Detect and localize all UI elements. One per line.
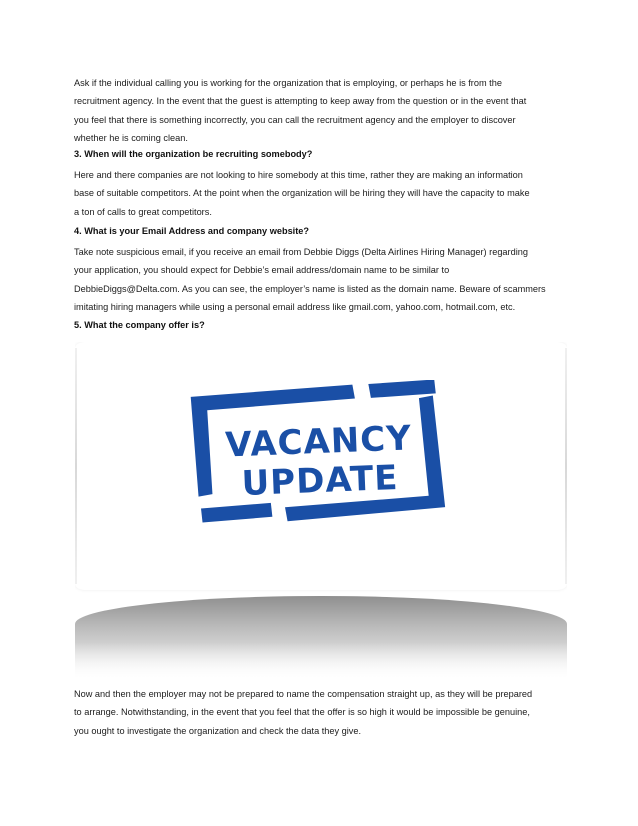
intro-line: whether he is coming clean.: [74, 132, 188, 143]
closing-line: Now and then the employer may not be prepared to name the compensation straight up, as they will be prepared: [74, 689, 533, 699]
sign-frame-top-right: [368, 380, 436, 398]
closing-line: to arrange. Notwithstanding, in the event that you feel that the offer is so high it would be impossible be genuine,: [74, 707, 530, 718]
section-4-line: imitating hiring managers while using a personal email address like gmail.com, yahoo.com, hotmail.com, etc.: [74, 301, 516, 312]
vacancy-update-image: [75, 342, 567, 680]
section-3-paragraph: [74, 166, 568, 221]
image-edge-right: [565, 348, 567, 584]
vacancy-sign-graphic: [185, 380, 451, 528]
sign-line-1: VACANCY: [224, 418, 413, 466]
closing-line: you ought to investigate the organization and check the data they give.: [74, 725, 362, 736]
section-4-line: DebbieDiggs@Delta.com. As you can see, the employer’s name is listed as the domain name. Beware of scammers: [74, 283, 546, 294]
section-3-line: a ton of calls to great competitors.: [74, 206, 212, 217]
intro-line: Ask if the individual calling you is working for the organization that is employing, or perhaps he is from the: [74, 78, 502, 88]
intro-paragraph: [74, 74, 568, 147]
image-edge-left: [75, 348, 77, 584]
image-reflection-fade: [75, 642, 567, 680]
section-3-line: Here and there companies are not looking to hire somebody at this time, rather they are making an information: [74, 170, 523, 180]
image-card: [75, 342, 567, 590]
intro-line: recruitment agency. In the event that the guest is attempting to keep away from the question or in the event that: [74, 96, 527, 107]
sign-frame-bottom-left: [201, 503, 273, 523]
intro-line: you feel that there is something incorrectly, you can call the recruitment agency and the employer to discover: [74, 114, 516, 125]
section-4-line: your application, you should expect for Debbie’s email address/domain name to be similar to: [74, 265, 450, 276]
section-5-heading: 5. What the company offer is?: [74, 320, 205, 330]
sign-line-2: UPDATE: [240, 457, 400, 504]
section-4-line: Take note suspicious email, if you receive an email from Debbie Diggs (Delta Airlines Hiring Manager) regarding: [74, 247, 528, 257]
vacancy-sign: [185, 380, 451, 528]
section-4-paragraph: [74, 243, 568, 316]
section-4-heading: 4. What is your Email Address and company website?: [74, 226, 310, 236]
section-3-line: base of suitable competitors. At the point when the organization will be hiring they will have the capacity to make: [74, 188, 530, 199]
closing-paragraph: [74, 685, 568, 740]
section-3-heading: 3. When will the organization be recruiting somebody?: [74, 149, 313, 159]
